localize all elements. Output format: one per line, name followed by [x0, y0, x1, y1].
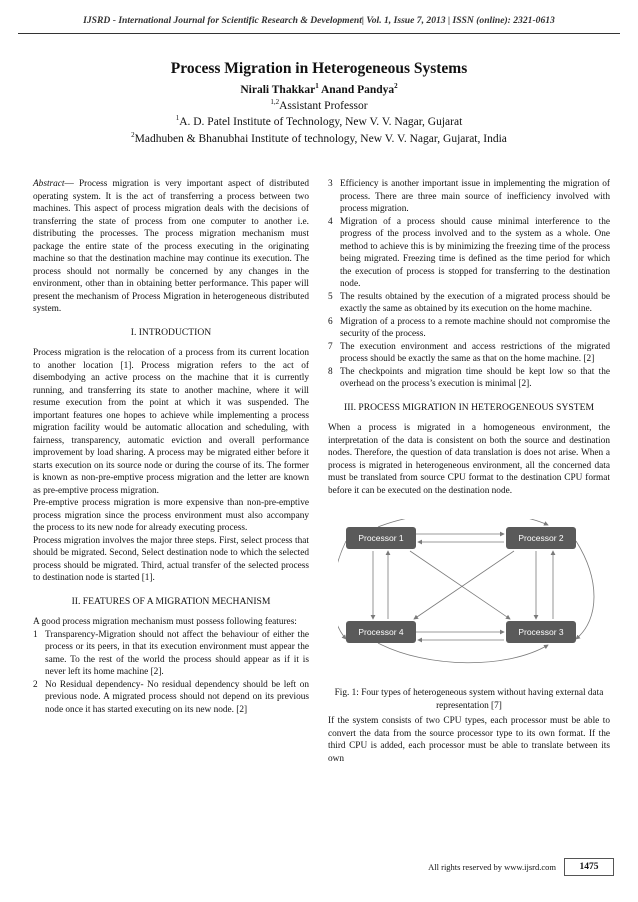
feature-number: 1	[33, 629, 38, 640]
figure-caption: Fig. 1: Four types of heterogeneous system without having external data representation [7]	[334, 688, 604, 711]
affiliation-1-sup: 1	[175, 114, 180, 123]
intro-paragraph-1: Process migration is the relocation of a process from its current location to another location [1]. Process migration refers to the act of disembodying an active process on the machine that it is currently running, and transferring its state to another machine, where it will resume execution from the point at which it was suspended. The important features one hopes to achieve while implementing a process migration facility would be automatic allocation and scheduling, with fairness, transparency, automatic eviction and overall performance improvement by load sharing. A process may be migrated either before it starts execution on its source node or during the course of its. The former is known as non-pre-emptive process migration and the letter are known as pre-emptive process migration.	[33, 348, 309, 496]
feature-text: Efficiency is another important issue in implementing the migration of process. There are three main source of inefficiency involved with process migration.	[340, 179, 610, 214]
feature-item-3	[328, 178, 610, 216]
page-footer	[400, 858, 620, 874]
feature-item-8	[328, 366, 610, 391]
abstract-text: — Process migration is very important aspect of distributed operating system. It is the act of transferring a process between two machines. This aspect of process migration deals with the decisions of transferring the state of process from one computer to another i.e. distributing the processes. The process migration mechanism must package the entire state of the process executing in the originating machine so that the destination machine may continue its execution. The process should not normally be concerned by any changes in the environment, other than in obtaining better performance. This paper will present the mechanism of Process Migration in heterogeneous distributed system.	[33, 179, 309, 314]
heterogeneous-paragraph-2: If the system consists of two CPU types, each processor must be able to convert the data from the source processor type to its own format. If the third CPU is added, each processor must be able to translate between its own	[328, 716, 610, 764]
authors	[18, 82, 620, 98]
affiliation-2	[18, 131, 620, 148]
footer-rights: All rights reserved by www.ijsrd.com	[428, 862, 556, 872]
left-column	[33, 178, 309, 716]
feature-item-6	[328, 316, 610, 341]
processor-2-node	[506, 527, 576, 549]
feature-text: Transparency-Migration should not affect the behaviour of either the process or its peers, in that its execution environment must appear the same. To the rest of the world the process should appear as if it is never left its home machine [2].	[45, 629, 309, 677]
feature-item-1	[33, 629, 309, 679]
intro-paragraph-2: Pre-emptive process migration is more expensive than non-pre-emptive process migration since the process environment must also accompany the process to its new node for already executing process.	[33, 498, 309, 533]
edge-p2-p4	[414, 551, 514, 619]
processor-4-label: Processor 4	[358, 627, 404, 637]
intro-paragraph-3: Process migration involves the major three steps. First, select process that should be migrated. Second, Select destination node to which the selected process should be migrated. Third, actual transfer of the selected process to destination node is started [1].	[33, 535, 309, 583]
journal-header-text: IJSRD - International Journal for Scientific Research & Development| Vol. 1, Issue 7, 2013 | ISSN (online): 2321-0613	[83, 15, 555, 26]
section-2-heading: II. FEATURES OF A MIGRATION MECHANISM	[71, 595, 271, 607]
author-1-sup: 1	[315, 82, 319, 91]
edge-outer-top	[378, 519, 548, 527]
author-2-sup: 2	[394, 82, 398, 91]
section-3-heading: III. PROCESS MIGRATION IN HETEROGENEOUS SYSTEM	[344, 401, 594, 413]
feature-item-4	[328, 216, 610, 291]
edge-outer-right	[576, 541, 594, 639]
author-role	[18, 98, 620, 114]
heterogeneous-paragraph-1: When a process is migrated in a homogeneous environment, the interpretation of the data is consistent on both the source and destination nodes. Therefore, the question of data translation is does not arise. When a process is migrated in heterogeneous environment, all the concerned data must be translated from source CPU format to the destination CPU format before it can be executed on the destination node.	[328, 423, 610, 496]
feature-text: No Residual dependency- No residual dependency should be left on previous node. A migrated process should not depend on its previous node once it has started executing on its new node. [2]	[45, 679, 309, 715]
feature-item-2	[33, 679, 309, 717]
affiliation-2-sup: 2	[131, 131, 135, 140]
author-2: Anand Pandya	[320, 84, 395, 96]
journal-header	[18, 10, 620, 34]
figure-1	[338, 519, 608, 669]
section-1-heading: I. INTRODUCTION	[130, 326, 212, 338]
feature-number: 5	[328, 291, 333, 302]
processor-4-node	[346, 621, 416, 643]
processor-3-node	[506, 621, 576, 643]
affiliation-1	[18, 114, 620, 131]
feature-text: The execution environment and access restrictions of the migrated process should be exactly the same as that on the home machine. [2]	[340, 341, 610, 364]
feature-number: 4	[328, 216, 333, 227]
diagram-nodes	[346, 527, 576, 643]
abstract	[33, 178, 309, 316]
role-sup: 1,2	[270, 98, 280, 107]
feature-text: The checkpoints and migration time should be kept low so that the overhead on the process’s execution is minimal [2].	[340, 366, 610, 389]
feature-number: 2	[33, 679, 38, 690]
role-text: Assistant Professor	[279, 100, 368, 112]
feature-number: 7	[328, 341, 333, 352]
features-intro: A good process migration mechanism must possess following features:	[33, 617, 297, 627]
processor-1-node	[346, 527, 416, 549]
paper-title: Process Migration in Heterogeneous Systems	[170, 60, 468, 77]
edge-p1-p3	[410, 551, 510, 619]
abstract-label: Abstract	[33, 179, 65, 189]
feature-text: Migration of a process to a remote machine should not compromise the security of the process.	[340, 316, 610, 339]
page-number: 1475	[564, 858, 614, 876]
feature-text: The results obtained by the execution of a migrated process should be exactly the same as obtained by its execution on the home machine.	[340, 291, 610, 314]
edge-outer-left	[338, 541, 346, 639]
processor-2-label: Processor 2	[518, 533, 564, 543]
author-1: Nirali Thakkar	[240, 84, 316, 96]
feature-number: 8	[328, 366, 333, 377]
title-block	[18, 58, 620, 148]
feature-item-7	[328, 341, 610, 366]
right-column	[328, 178, 610, 765]
feature-text: Migration of a process should cause minimal interference to the progress of the process involved and to the system as a whole. One method to achieve this is by minimizing the freezing time of the process being migrated. Freezing time is defined as the time period for which the execution of process is stopped for transferring to the destination node.	[340, 216, 610, 289]
processor-diagram	[338, 519, 608, 669]
feature-number: 3	[328, 179, 333, 189]
processor-1-label: Processor 1	[358, 533, 404, 543]
feature-number: 6	[328, 316, 333, 327]
edge-outer-bottom	[378, 643, 548, 663]
processor-3-label: Processor 3	[518, 627, 564, 637]
affiliation-1-text: A. D. Patel Institute of Technology, New V. V. Nagar, Gujarat	[179, 116, 463, 128]
affiliation-2-text: Madhuben & Bhanubhai Institute of technology, New V. V. Nagar, Gujarat, India	[134, 133, 507, 145]
feature-item-5	[328, 291, 610, 316]
